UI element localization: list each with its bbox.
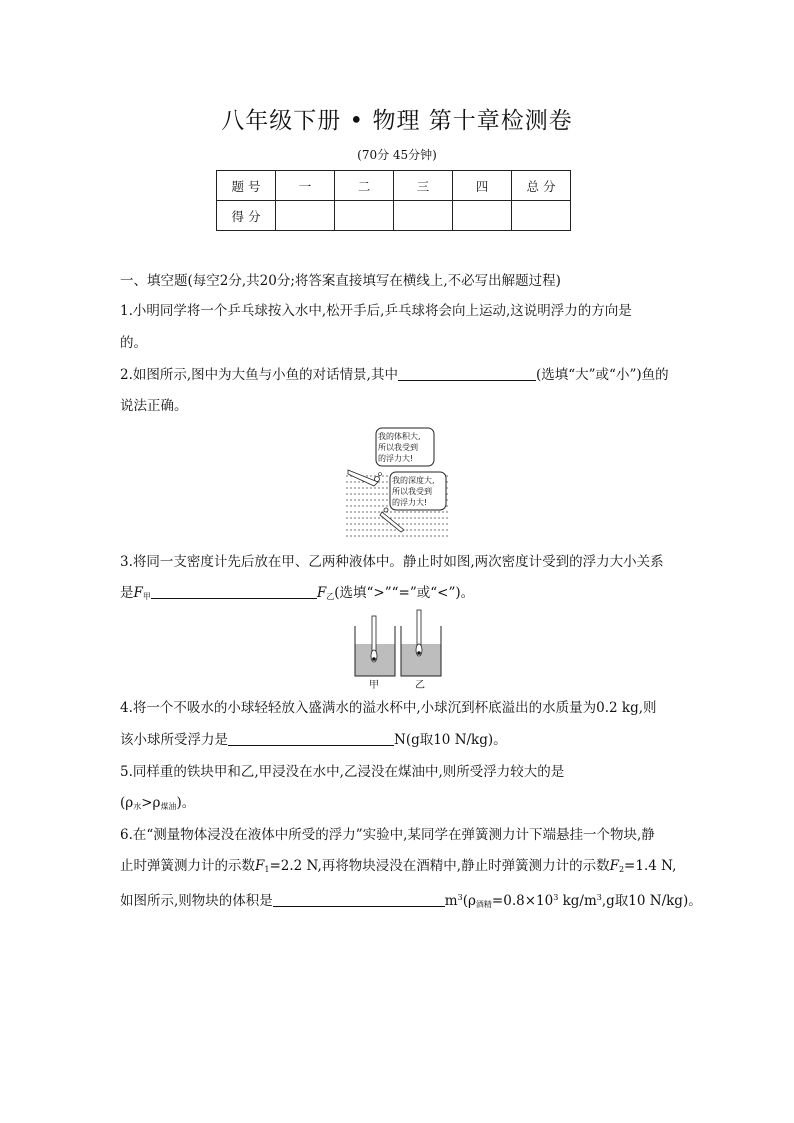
big-fish-speech: 我的体积大, 所以我受到 的浮力大! [378,432,421,463]
answer-blank[interactable] [273,892,445,907]
section-heading: 一、填空题(每空2分,共20分;将答案直接填写在横线上,不必写出解题过程) [120,273,561,289]
small-fish-speech: 我的深度大, 所以我受到 的浮力大! [392,476,435,507]
question-5-line-2: $(\rho_水>\rho_{煤油})$。 [120,795,196,811]
answer-blank[interactable] [228,731,394,746]
score-table [216,170,571,231]
column-header: 二 [335,171,394,201]
answer-blank[interactable] [151,584,317,599]
column-header: 一 [276,171,335,201]
score-cell[interactable] [453,201,512,231]
column-header: 总 分 [512,171,571,201]
score-cell[interactable] [335,201,394,231]
question-2-line-1: 2.如图所示,图中为大鱼与小鱼的对话情景,其中 (选填“大”或“小”)鱼的 [120,367,669,383]
hydrometer-illustration [353,608,445,678]
question-6-line-3: 如图所示,则物块的体积是 $m^3(\rho_{酒精}=0.8\times 10^3$ $kg/m^3,g$取10 N/kg)。 [120,893,702,909]
column-header: 三 [394,171,453,201]
question-1-line-1: 1.小明同学将一个乒乓球按入水中,松开手后,乒乓球将会向上运动,这说明浮力的方向是 [120,303,632,319]
score-cell[interactable] [512,201,571,231]
question-2-line-2: 说法正确。 [120,398,188,414]
question-4-line-2: 该小球所受浮力是 N(g取10 N/kg)。 [120,732,507,748]
score-cell[interactable] [394,201,453,231]
question-1-line-2: 的。 [120,335,147,351]
container-label-right: 乙 [415,680,425,691]
row-label-number: 题 号 [217,171,276,201]
question-3-line-1: 3.将同一支密度计先后放在甲、乙两种液体中。静止时如图,两次密度计受到的浮力大小关系 [120,554,664,570]
page-title: 八年级下册 • 物理 第十章检测卷 [221,108,573,134]
hydrometer-figure [353,608,445,690]
question-5-line-1: 5.同样重的铁块甲和乙,甲浸没在水中,乙浸没在煤油中,则所受浮力较大的是 [120,764,565,780]
question-6-line-1: 6.在“测量物体浸没在液体中所受的浮力”实验中,某同学在弹簧测力计下端悬挂一个物块,静 [120,827,655,843]
answer-blank[interactable] [398,366,536,381]
table-row [217,201,571,231]
container-label-left: 甲 [369,680,379,691]
row-label-score: 得 分 [217,201,276,231]
question-6-line-2: 止时弹簧测力计的示数$F_1=2.2$ N,再将物块浸没在酒精中,静止时弹簧测力计的示数$F_2=1.4$ N, [120,858,677,874]
page-subtitle: (70分 45分钟) [357,148,437,162]
fish-dialogue-figure [344,426,450,538]
question-3-line-2: 是$F_甲$ $F_乙$(选填“>”“=”或“<”)。 [120,585,475,601]
question-4-line-1: 4.将一个不吸水的小球轻轻放入盛满水的溢水杯中,小球沉到杯底溢出的水质量为0.2 kg,则 [120,700,657,716]
table-row [217,171,571,201]
score-cell[interactable] [276,201,335,231]
column-header: 四 [453,171,512,201]
